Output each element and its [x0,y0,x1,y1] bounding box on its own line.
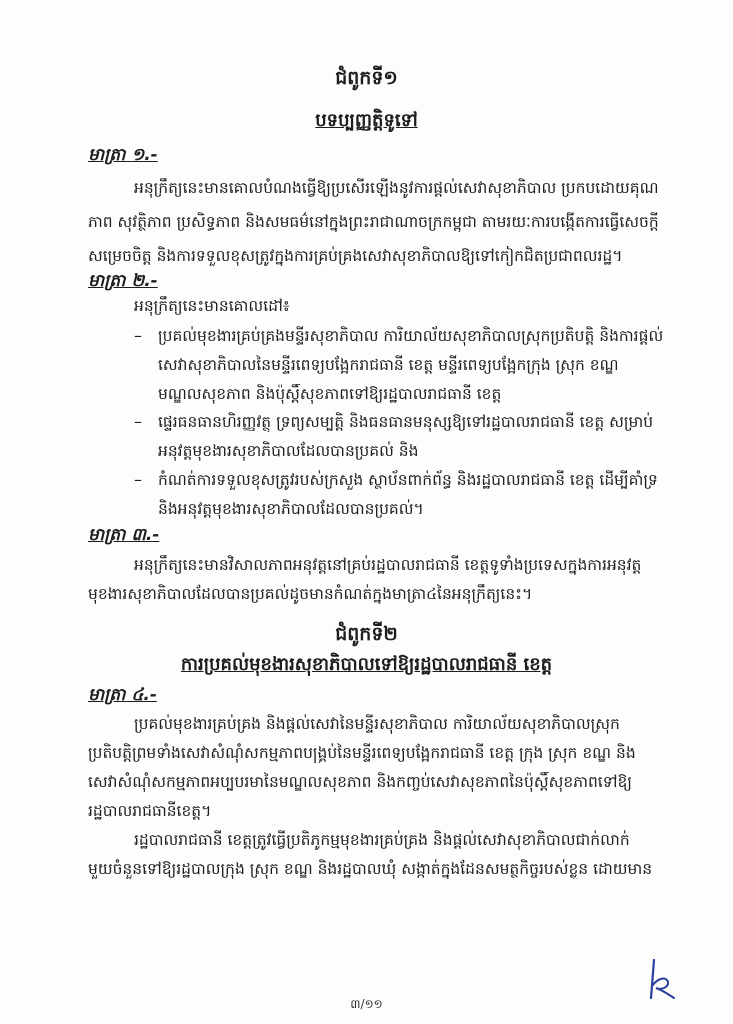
chapter-1-title: ជំពូកទី១ [335,67,398,89]
page-number: ៣/១១ [350,997,383,1011]
article-1-line: អនុក្រឹត្យនេះមានគោលបំណងធ្វើឱ្យប្រសើរឡើងនូវការផ្តល់សេវាសុខាភិបាល ប្រកបដោយគុណ [134,179,659,197]
article-4-line: មួយចំនួនទៅឱ្យរដ្ឋបាលក្រុង ស្រុក ខណ្ឌ និងរដ្ឋបាលឃុំ សង្កាត់ក្នុងដែនសមត្ថកិច្ចរបស់ខ្លួន ដោយមាន [88,860,653,878]
article-2-bullet-line: កំណត់ការទទួលខុសត្រូវរបស់ក្រសួង ស្ថាប័នពាក់ព័ន្ធ និងរដ្ឋបាលរាជធានី ខេត្ត ដើម្បីគាំទ្រ [158,471,658,489]
bullet-marker: – [134,326,142,345]
article-1-heading: មាត្រា ១.- [88,145,158,165]
bullet-marker: – [134,412,142,431]
article-4-line: សេវាសំណុំសកម្មភាពអប្បបរមានៃមណ្ឌលសុខភាព និងកញ្ចប់សេវាសុខភាពនៃប៉ុស្តិ៍សុខភាពទៅឱ្យ [88,773,632,791]
article-2-heading: មាត្រា ២.- [88,271,158,291]
article-2-bullet-line: អនុវត្តមុខងារសុខាភិបាលដែលបានប្រគល់ និង [158,442,419,460]
article-2-bullet-line: សេវាសុខាភិបាលនៃមន្ទីរពេទ្យបង្អែករាជធានី ខេត្ត មន្ទីរពេទ្យបង្អែកក្រុង ស្រុក ខណ្ឌ [158,356,619,374]
article-2-bullet-line: ប្រគល់មុខងារគ្រប់គ្រងមន្ទីរសុខាភិបាល ការិយាល័យសុខាភិបាលស្រុកប្រតិបត្តិ និងការផ្តល់ [158,327,664,345]
chapter-1-subtitle: បទប្បញ្ញត្តិទូទៅ [315,110,418,131]
signature-mark [644,958,678,1000]
article-2-bullet-line: ផ្ទេរធនធានហិរញ្ញវត្ថុ ទ្រព្យសម្បត្តិ និងធនធានមនុស្សឱ្យទៅរដ្ឋបាលរាជធានី ខេត្ត សម្រាប់ [158,413,654,431]
article-1-line: ភាព សុវត្ថិភាព ប្រសិទ្ធភាព និងសមធម៌នៅក្នុងព្រះរាជាណាចក្រកម្ពុជា តាមរយៈការបង្កើតការធ្វើសេចក្តី [88,213,659,231]
article-3-line: មុខងារសុខាភិបាលដែលបានប្រគល់ដូចមានកំណត់ក្នុងមាត្រា៤នៃអនុក្រឹត្យនេះ។ [88,585,533,603]
article-4-line: រដ្ឋបាលរាជធានីខេត្ត។ [88,802,212,820]
article-2-bullet-line: និងអនុវត្តមុខងារសុខាភិបាលដែលបានប្រគល់។ [158,500,424,518]
article-4-heading: មាត្រា ៤.- [88,685,157,705]
article-3-heading: មាត្រា ៣.- [88,525,160,545]
article-2-bullet-line: មណ្ឌលសុខភាព និងប៉ុស្តិ៍សុខភាពទៅឱ្យរដ្ឋបាលរាជធានី ខេត្ត [158,385,502,403]
article-4-line: ប្រគល់មុខងារគ្រប់គ្រង និងផ្តល់សេវានៃមន្ទីរសុខាភិបាល ការិយាល័យសុខាភិបាលស្រុក [134,715,620,733]
article-4-line: រដ្ឋបាលរាជធានី ខេត្តត្រូវធ្វើប្រតិភូកម្មមុខងារគ្រប់គ្រង និងផ្តល់សេវាសុខាភិបាលជាក់លាក់ [134,831,630,849]
bullet-marker: – [134,470,142,489]
article-4-line: ប្រតិបត្តិព្រមទាំងសេវាសំណុំសកម្មភាពបង្គ្រប់នៃមន្ទីរពេទ្យបង្អែករាជធានី ខេត្ត ក្រុង ស្រុក ខណ្ឌ និង [88,744,636,762]
chapter-2-title: ជំពូកទី២ [335,623,398,645]
article-2-intro: អនុក្រឹត្យនេះមានគោលដៅ៖ [134,297,290,315]
article-1-line: សម្រេចចិត្ត និងការទទួលខុសត្រូវក្នុងការគ្រប់គ្រងសេវាសុខាភិបាលឱ្យទៅកៀកជិតប្រជាពលរដ្ឋ។ [88,247,623,265]
chapter-2-subtitle: ការប្រគល់មុខងារសុខាភិបាលទៅឱ្យរដ្ឋបាលរាជធានី ខេត្ត [180,654,553,675]
article-3-line: អនុក្រឹត្យនេះមានវិសាលភាពអនុវត្តនៅគ្រប់រដ្ឋបាលរាជធានី ខេត្តទូទាំងប្រទេសក្នុងការអនុវត្ត [134,556,642,574]
